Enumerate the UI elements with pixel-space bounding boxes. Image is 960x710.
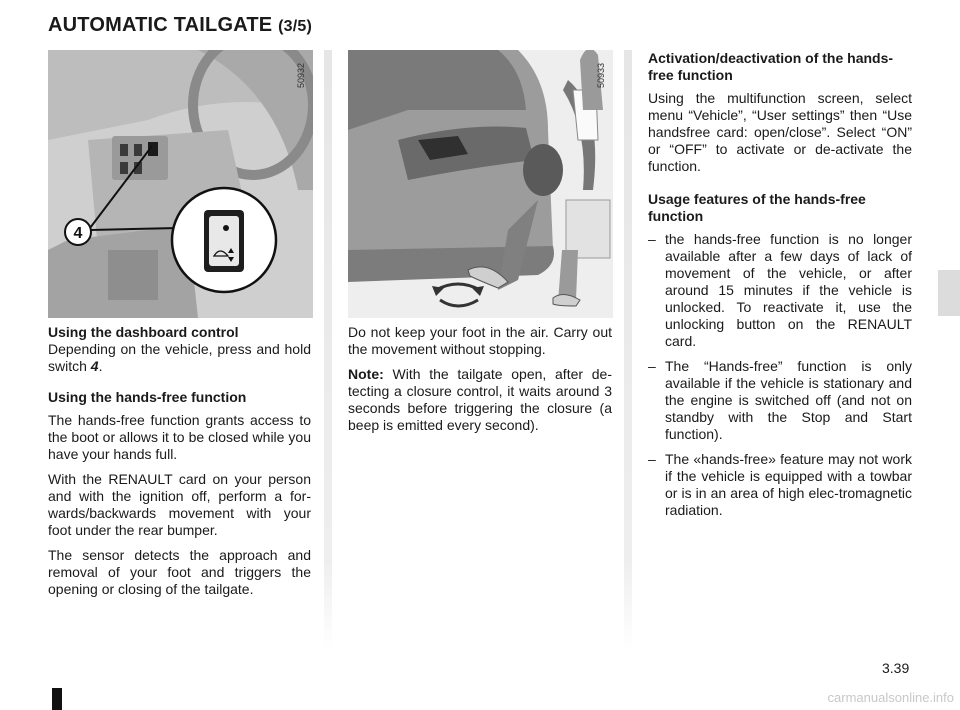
page-title-suffix: (3/5)	[278, 18, 312, 35]
note-text: With the tailgate open, after de-tecting a closure control, it waits around 3 seconds before triggering the closure (a beep is emitted every second).	[348, 366, 612, 433]
note-label: Note:	[348, 366, 384, 382]
dashboard-switch-illustration	[48, 50, 313, 318]
usage-features-list	[648, 231, 912, 519]
column-1-text	[48, 324, 311, 606]
switch-reference: 4	[90, 358, 99, 374]
list-bullet: –	[648, 451, 656, 467]
figure-reference-code: 50932	[296, 62, 306, 88]
figure-reference-code: 50933	[596, 62, 606, 88]
hands-free-paragraph: The sensor detects the approach and removal of your foot and triggers the opening or closing of the tailgate.	[48, 547, 311, 597]
list-item	[648, 358, 912, 443]
rear-bumper-illustration	[348, 50, 613, 318]
hands-free-heading: Using the hands-free function	[48, 389, 247, 405]
column-divider	[624, 50, 632, 650]
list-item-text: the hands-free function is no longer available after a few days of lack of movement of the vehicle, or after around 15 minutes if the vehicle is unlocked. To reactivate it, use the unlocking button on the RENAULT card.	[665, 231, 912, 349]
foot-movement-paragraph: Do not keep your foot in the air. Carry out the movement without stopping.	[348, 324, 612, 357]
column-divider	[324, 50, 332, 650]
switch-callout-number: 4	[73, 225, 83, 242]
dashboard-switch-figure	[48, 50, 313, 318]
column-2-text	[348, 324, 612, 442]
page-title-text: AUTOMATIC TAILGATE	[48, 14, 273, 36]
list-bullet: –	[648, 358, 656, 374]
list-item	[648, 231, 912, 350]
list-item-text: The “Hands-free” function is only available if the vehicle is stationary and the engine is switched off (and not on standby with the Stop and Start function).	[665, 358, 912, 442]
activation-text: Using the multifunction screen, select menu “Vehicle”, “User settings” then “Use handsfree card: open/close”. Select “ON” or “OFF” to activate or de-activate the function.	[648, 90, 912, 174]
hands-free-paragraph: With the RENAULT card on your person and with the ignition off, perform a for-wards/backwards movement with your foot under the rear bumper.	[48, 471, 311, 538]
note-paragraph	[348, 366, 612, 434]
usage-features-heading: Usage features of the hands-free function	[648, 191, 866, 224]
dashboard-control-text	[48, 341, 311, 375]
list-bullet: –	[648, 231, 656, 247]
list-item-text: The «hands-free» feature may not work if the vehicle is equipped with a towbar or is in an area of high elec-tromagnetic radiation.	[665, 451, 912, 518]
chapter-tab	[938, 270, 960, 316]
list-item	[648, 451, 912, 519]
dashboard-control-heading: Using the dashboard control	[48, 324, 239, 340]
page-number: 3.39	[882, 660, 910, 676]
rear-bumper-foot-figure	[348, 50, 613, 318]
page-title	[48, 14, 312, 37]
page-edge-mark	[52, 688, 62, 710]
dashboard-control-text-pre: Depending on the vehicle, press and hold switch	[48, 341, 311, 374]
hands-free-paragraph: The hands-free function grants access to the boot or allows it to be closed while you have your hands full.	[48, 412, 311, 462]
column-3-text	[648, 50, 912, 527]
activation-heading: Activation/deactivation of the hands-free function	[648, 50, 894, 83]
site-watermark: carmanualsonline.info	[827, 690, 954, 705]
dashboard-control-text-post: .	[98, 358, 103, 374]
